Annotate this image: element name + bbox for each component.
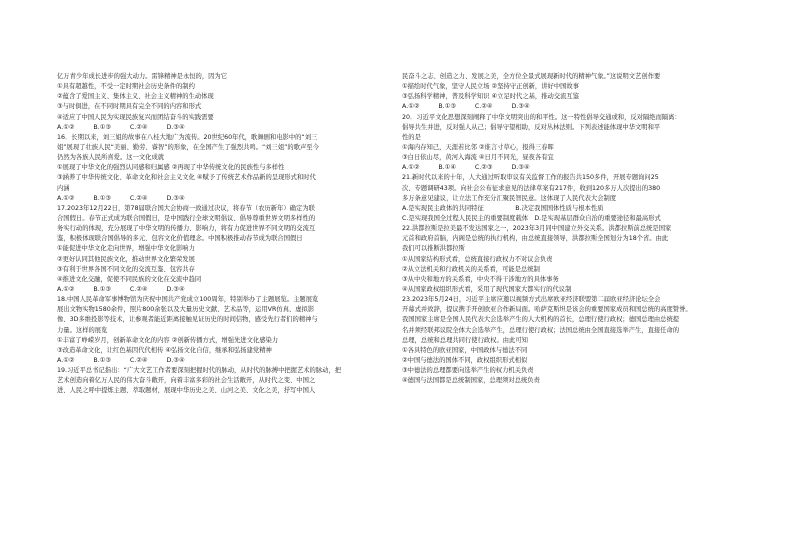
left-column-line: 进、人民之呼中提炼主题、萃取题材，展现中华历史之美、山河之美、文化之美，抒写中国人 (57, 387, 316, 395)
left-column-line: ③涵养了中华传统文化、革命文化和社会主义文化 ④赋予了传统艺术作品新的呈现形式和时代 (57, 174, 316, 182)
right-column-line: 元首和政府首脑，内阁是总统的执行机构，由总统直接领导，洪都拉斯全国划分为18个省。由此 (402, 235, 669, 243)
left-column-line: ②蕴含了爱国主义、集体主义、社会主义精神的生动体现 (57, 93, 214, 101)
right-column-line: ②从立法机关和行政机关的关系看，可能是总统制 (402, 265, 540, 273)
right-column (402, 72, 738, 386)
right-column-line: 开幕式并致辞，提议携手开创欧亚合作新局面。哈萨克斯坦是该会的重要国家成员和国总统的高度赞誉。 (402, 306, 692, 314)
right-column-line: ③中德法的总理都要向选举产生的权力机关负责 (402, 367, 534, 375)
right-column-line: ③从中央和地方的关系看，中央不得干涉地方的具体事务 (402, 275, 559, 283)
left-column-line: ①具有超越性，不受一定时期社会历史条件的制约 (57, 83, 195, 91)
right-column-line: 总理，总统和总理共同行使行政权。由此可知 (402, 336, 528, 344)
right-column-line: ④从国家政权组织形式看，采用了现代国家大都实行的代议制 (402, 285, 572, 293)
left-column-line: 仍然为各族人民所喜爱。这一文化成就 (57, 154, 165, 162)
left-column-line: 像、3D多维投影等技术，让参观者能近距离接触见证历史的时间信物，感受先行者们的精神与 (57, 316, 318, 324)
left-column-line: 展出文物实物1580余件，照片800余张以及大量历史文献、艺术品等，运用VR仿真、虚拟影 (57, 306, 315, 314)
left-column-line: ①丰富了峥嵘岁月，创新革命文化的内容 ②创新传播方式，增强先进文化感染力 (57, 336, 279, 344)
right-column-line: 21.新时代以来的十年，人大通过听取审议有关监督工作的报告共150多件，开展专题询问25 (402, 174, 659, 182)
right-column-line: C.是实现我国全过程人民民主的重要制度载体 D.是实现基层群众自治的重要途径和最高形式 (402, 214, 661, 222)
right-column-line: 我国国家主席是全国人民代表大会选举产生的人大机构的首长，总理行使行政权；德国总理由总统提 (402, 316, 680, 324)
left-column-line: 力量。这样的展览 (57, 326, 108, 334)
right-column-line: 性的是 (402, 133, 421, 141)
left-column-line: 18.中国人民革命军事博物馆为庆祝中国共产党成立100周年，特别举办了主题展览。主题展览 (57, 296, 319, 304)
left-column-line: 姐”展现了壮族人民“美丽、勤劳、睿智”的形象，在全国产生了强烈共鸣。“刘三姐”的歌声至今 (57, 143, 319, 151)
right-column-line: 民奋斗之志、创造之力、发展之美，全方位全景式展现新时代的精神气象。”这说明文艺创作要 (402, 73, 661, 80)
right-column-line: 22.洪都拉斯是拉美最不发达国家之一，2023年3月同中国建立外交关系。洪都拉斯前总统是国家 (402, 225, 672, 233)
right-column-line: A.①② B.①③ C.②④ D.③④ (402, 103, 530, 111)
right-column-line: 多万条意见建议，让立法工作充分汇聚民智民意。这体现了人民代表大会制度 (402, 194, 617, 202)
left-column-line: A.①② B.①③ C.②④ D.③④ (57, 194, 185, 202)
right-column-line: ①海内存知己，天涯若比邻 ②谁言寸草心，报得三春晖 (402, 143, 554, 151)
left-column-line: A.①② B.①③ C.②④ D.③④ (57, 285, 185, 293)
left-column-line: 艺术创造向着亿万人民的伟大奋斗敞开，向着丰富多彩的社会生活敞开，从时代之变、中国之 (57, 377, 316, 385)
right-column-line: ③弘扬科学精神，普及科学知识 ④立足时代之基，推动交流互鉴 (402, 93, 580, 101)
right-column-line: 倡导共生并进，反对强人从己；倡导守望相助，反对丛林法则。下列表述能体现中华文明和平 (402, 123, 661, 131)
left-column-line: 合国假日。春节正式成为联合国假日，是中国践行全球文明倡议、倡导尊重世界文明多样性的 (57, 214, 316, 222)
right-column-line: 20．习近平文化思想深刻阐释了中华文明突出的和平性。这一特性倡导交通或和，反对隔绝而隔离： (402, 113, 681, 121)
left-column-line: ③有利于世界各国不同文化的交流互鉴、包容共存 (57, 265, 195, 273)
right-column-line: A.①② B.①④ C.②③ D.③④ (402, 164, 530, 172)
left-column (57, 72, 389, 397)
left-column-line: 19.习近平总书记指出：“广大文艺工作者要深刻把握时代的脉动，从时代的脉搏中把握艺术的脉动，把 (57, 367, 342, 375)
right-column-line: ③白日依山尽，黄河入海流 ④日月不同光，昼夜各有宜 (402, 154, 554, 162)
right-column-line: ①各具特色的欧亚国家，中国政体与德法不同 (402, 346, 528, 354)
right-column-line: 名并须经联邦议院全体大会选举产生，总理行使行政权；法国总统由全国直接选举产生，直接任命的 (402, 326, 680, 334)
left-column-line: 亿万青少年成长进步的强大动力。雷锋精神是永恒的，因为它 (57, 73, 228, 80)
right-column-line: ①从国家结构形式看，总统直接行政权力不对议会负责 (402, 255, 553, 263)
left-column-line: ①展现了中华文化的强烈认同感和归属感 ②再现了中华传统文化的民族性与多样性 (57, 164, 285, 172)
left-column-line: ④推进文化交融，促使不同民族的文化在交流中趋同 (57, 275, 202, 283)
right-column-line: 次、专题调研43项。向社会公布征求意见的法律草案有217件，收到120多万人次提出的380 (402, 184, 661, 192)
left-column-line: ③与时俱进，在不同时期具有完全不同的内容和形式 (57, 103, 202, 111)
left-column-line: 16．长期以来，刘三姐的故事在八桂大地广为流传。20世纪60年代，歌舞剧和电影中的“刘三 (57, 133, 318, 141)
left-column-line: ②更好认同其他民族文化，推动世界文化繁荣发展 (57, 255, 195, 263)
left-column-line: ③改造革命文化，让红色基因代代相传 ④弘扬文化自信，继承和弘扬建党精神 (57, 346, 272, 354)
right-column-line: ②中国与德法的国体不同，政权组织形式相似 (402, 356, 528, 364)
left-column-line: 17.2023年12月22日，第78届联合国大会协商一致通过决议，将春节（农历新年）确定为联 (57, 204, 315, 212)
left-column-line: A.①② B.①③ C.②④ D.③④ (57, 356, 185, 364)
right-column-line: A.是实现民主政体的共同特征 B.决定我国国体性质与根本性质 (402, 204, 604, 212)
left-column-line: 内涵 (57, 184, 70, 192)
left-column-line: A.①② B.①③ C.②④ D.③④ (57, 123, 185, 131)
left-column-line: 鉴，积极体现联合国倡导的多元、包容文化价值理念。中国积极推动春节成为联合国假日 (57, 235, 303, 243)
right-column-line: ④德国与法国都是总统制国家，总理须对总统负责 (402, 377, 540, 385)
left-column-line: ①能促进中华文化走向世界，增强中华文化影响力 (57, 245, 195, 253)
right-column-line: 我们可以推断洪都拉斯 (402, 245, 465, 253)
left-column-line: ④适应了中国人民为实现民族复兴而团结奋斗的实践需要 (57, 113, 214, 121)
left-column-line: 务实行动的体现，充分展现了中华文明的传播力、影响力，将有力促进世界不同文明的交流互 (57, 225, 316, 233)
right-column-line: 23.2023年5月24日，习近平主席应邀以视频方式出席欧亚经济联盟第二届欧亚经济论坛全会 (402, 296, 661, 304)
right-column-line: ①描绘时代气象，坚守人民立场 ②坚持守正创新，讲好中国故事 (402, 83, 580, 91)
